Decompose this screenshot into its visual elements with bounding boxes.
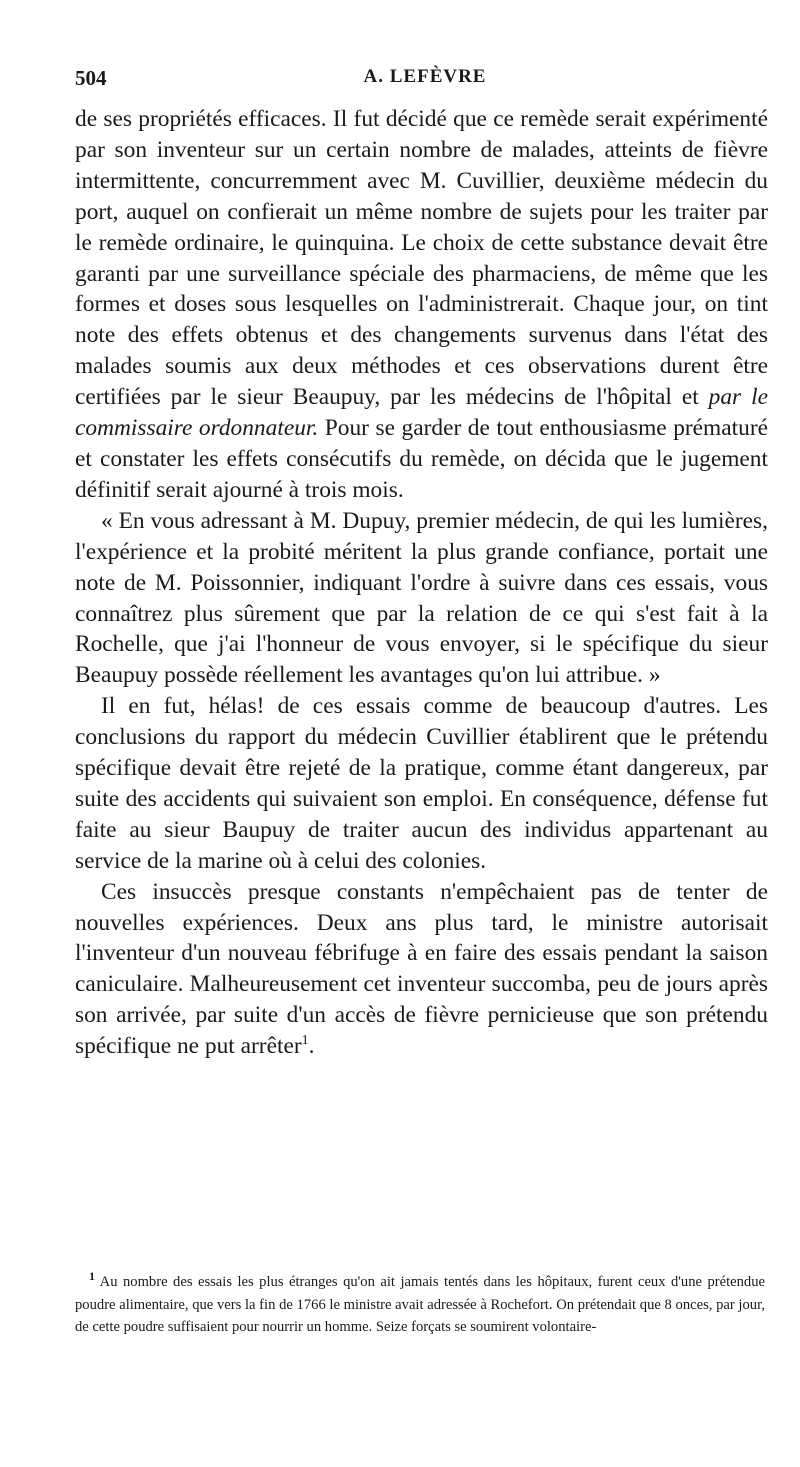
- main-text: [75, 104, 768, 1062]
- footnote-reference: 1: [301, 1033, 309, 1049]
- footnote-mark: 1: [89, 1269, 95, 1284]
- paragraph-1: [75, 104, 768, 506]
- page-number: 504: [75, 66, 107, 90]
- paragraph-4: [75, 877, 768, 1062]
- paragraph-1-text: de ses propriétés efficaces. Il fut décidé que ce remède serait expérimenté par son inventeur sur un certain nombre de malades, atteints de fièvre intermittente, concurremment avec M. Cuvillier, deuxième médecin du port, auquel on confierait un même nombre de sujets pour les traiter par le remède ordinaire, le quinquina. Le choix de cette substance devait être garanti par une surveillance spéciale des pharmaciens, de même que les formes et doses sous lesquelles on l'administrerait. Chaque jour, on tint note des effets obtenus et des changements survenus dans l'état des malades soumis aux deux méthodes et ces observations durent être certifiées par le sieur Beaupuy, par les médecins de l'hôpital et: [75, 106, 768, 411]
- paragraph-1-italic: par le commissaire ordonnateur.: [75, 384, 768, 442]
- page-header: [75, 66, 775, 92]
- paragraph-3: Il en fut, hélas! de ces essais comme de beaucoup d'autres. Les conclusions du rapport du médecin Cuvillier établirent que le prétendu spécifique devait être rejeté de la pratique, comme étant dangereux, par suite des accidents qui suivaient son emploi. En conséquence, défense fut faite au sieur Baupuy de traiter aucun des individus appartenant au service de la marine où à celui des colonies.: [75, 693, 768, 874]
- paragraph-1-tail: Pour se garder de tout enthousiasme prématuré et constater les effets consécutifs du remède, on décida que le jugement définitif serait ajourné à trois mois.: [75, 415, 768, 503]
- footnote-text: Au nombre des essais les plus étranges qu'on ait jamais tentés dans les hôpitaux, furent ceux d'une prétendue poudre alimentaire, que vers la fin de 1766 le ministre avait adressée à Rochefort. On prétendait que 8 onces, par jour, de cette poudre suffisaient pour nourrir un homme. Seize forçats se soumirent volontaire-: [75, 1274, 765, 1335]
- paragraph-4-text: Ces insuccès presque constants n'empêchaient pas de tenter de nouvelles expériences. Deux ans plus tard, le ministre autorisait l'inventeur d'un nouveau fébrifuge à en faire des essais pendant la saison caniculaire. Malheureusement cet inventeur succomba, peu de jours après son arrivée, par suite d'un accès de fièvre pernicieuse que son prétendu spécifique ne put arrêter: [75, 878, 768, 1060]
- paragraph-2: « En vous adressant à M. Dupuy, premier médecin, de qui les lumières, l'expérience et la probité méritent la plus grande confiance, portait une note de M. Poissonnier, indiquant l'ordre à suivre dans ces essais, vous connaîtrez plus sûrement que par la relation de ce qui s'est fait à la Rochelle, que j'ai l'honneur de vous envoyer, si le spécifique du sieur Beaupuy possède réellement les avantages qu'on lui attribue. »: [75, 507, 768, 689]
- paragraph-4-end: .: [308, 1033, 315, 1060]
- footnote: [75, 1271, 765, 1339]
- running-head: A. LEFÈVRE: [363, 66, 487, 87]
